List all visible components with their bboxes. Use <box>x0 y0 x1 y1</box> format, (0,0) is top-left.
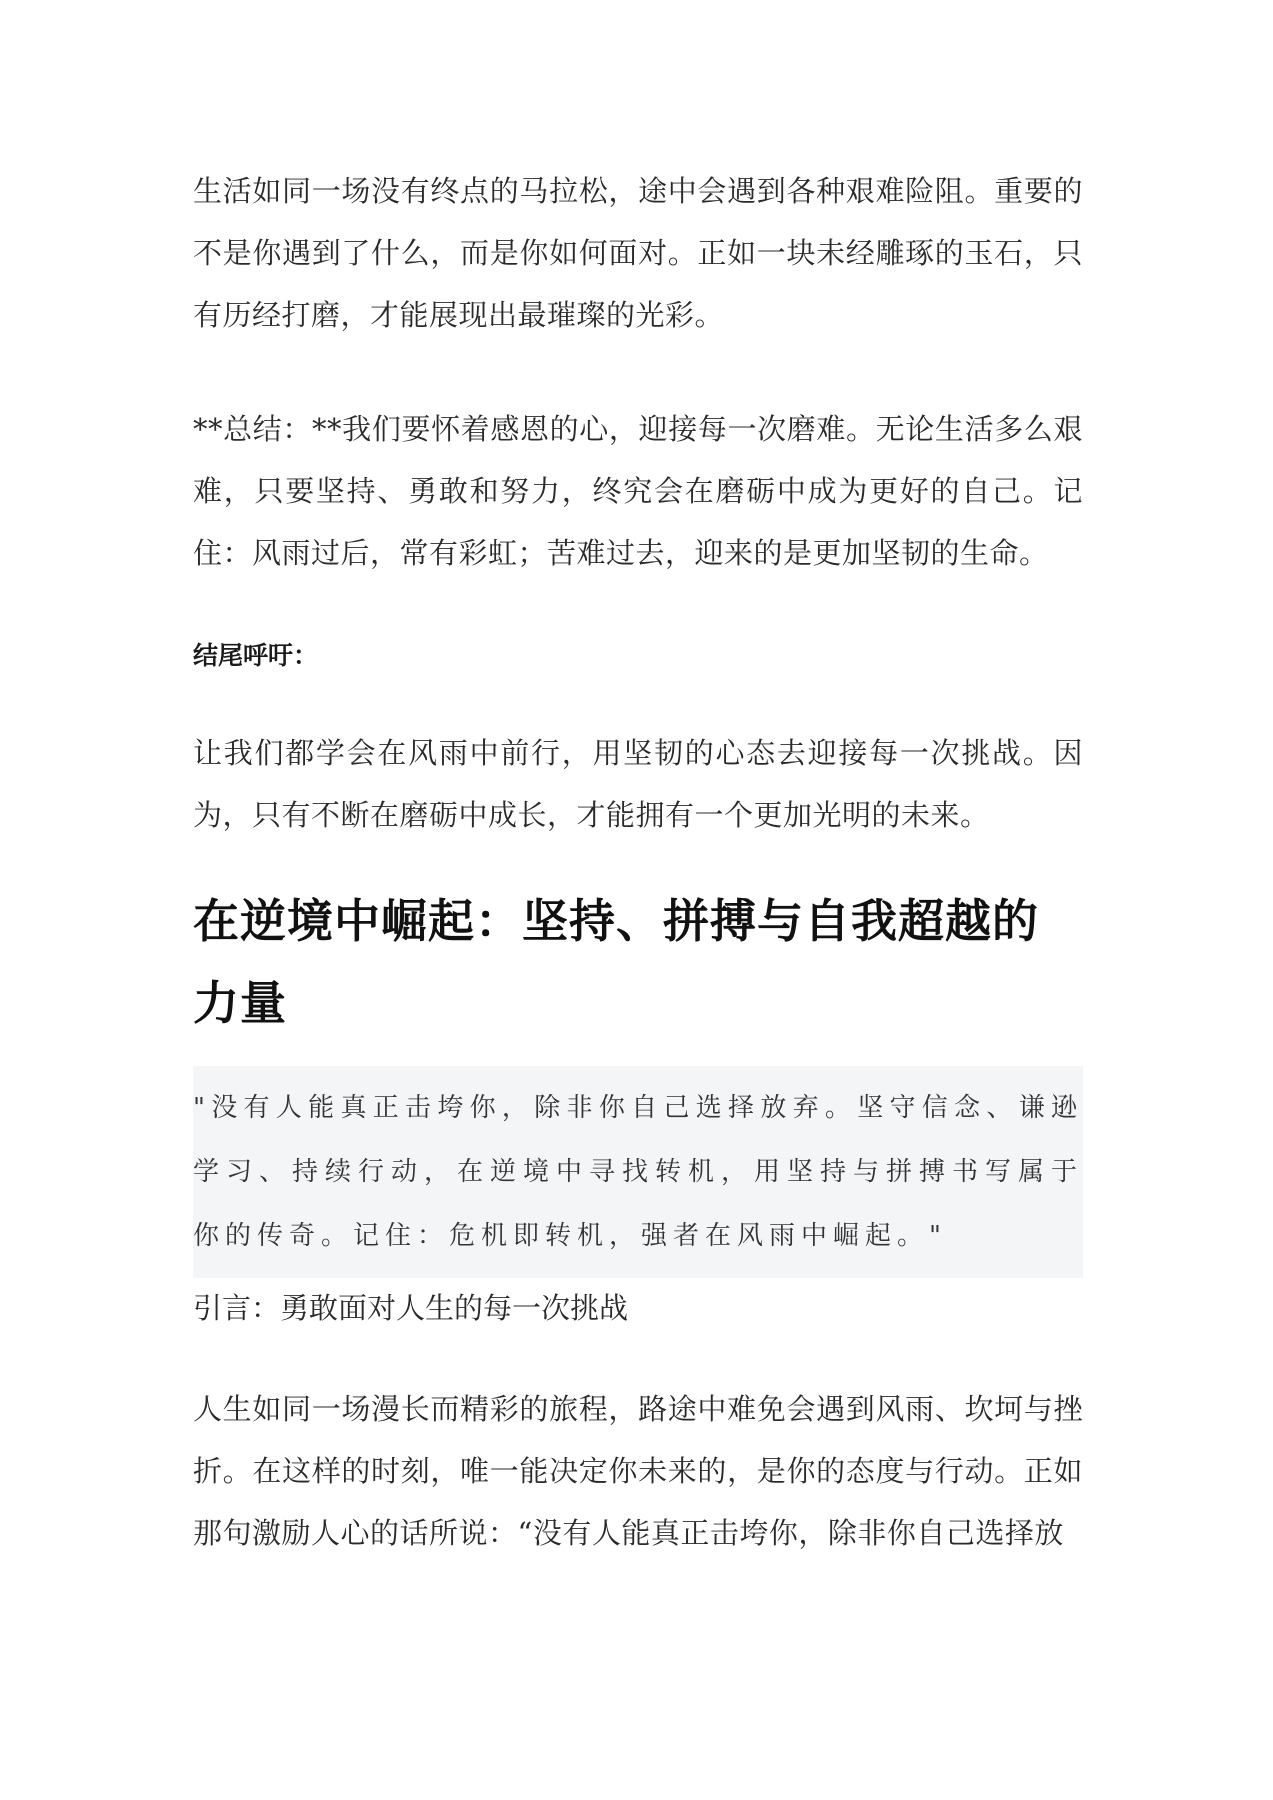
paragraph-journey: 人生如同一场漫长而精彩的旅程，路途中难免会遇到风雨、坎坷与挫折。在这样的时刻，唯一能决定你未来的，是你的态度与行动。正如那句激励人心的话所说：“没有人能真正击垮你，除非你自己选择放 <box>193 1392 1083 1550</box>
article-heading: 在逆境中崛起：坚持、拼搏与自我超越的力量 <box>193 894 1039 1030</box>
closing-subheading: 结尾呼吁： <box>193 641 319 670</box>
document-page <box>193 160 1083 1564</box>
highlight-quote: "没有人能真正击垮你，除非你自己选择放弃。坚守信念、谦逊学习、持续行动，在逆境中寻找转机，用坚持与拼搏书写属于你的传奇。记住：危机即转机，强者在风雨中崛起。" <box>193 1066 1083 1278</box>
intro-line: 引言：勇敢面对人生的每一次挑战 <box>193 1291 629 1325</box>
paragraph-marathon: 生活如同一场没有终点的马拉松，途中会遇到各种艰难险阻。重要的不是你遇到了什么，而是你如何面对。正如一块未经雕琢的玉石，只有历经打磨，才能展现出最璀璨的光彩。 <box>193 174 1083 332</box>
paragraph-closing-call: 让我们都学会在风雨中前行，用坚韧的心态去迎接每一次挑战。因为，只有不断在磨砺中成长，才能拥有一个更加光明的未来。 <box>193 736 1083 832</box>
paragraph-summary: **总结：**我们要怀着感恩的心，迎接每一次磨难。无论生活多么艰难，只要坚持、勇敢和努力，终究会在磨砺中成为更好的自己。记住：风雨过后，常有彩虹；苦难过去，迎来的是更加坚韧的生命。 <box>193 412 1083 570</box>
